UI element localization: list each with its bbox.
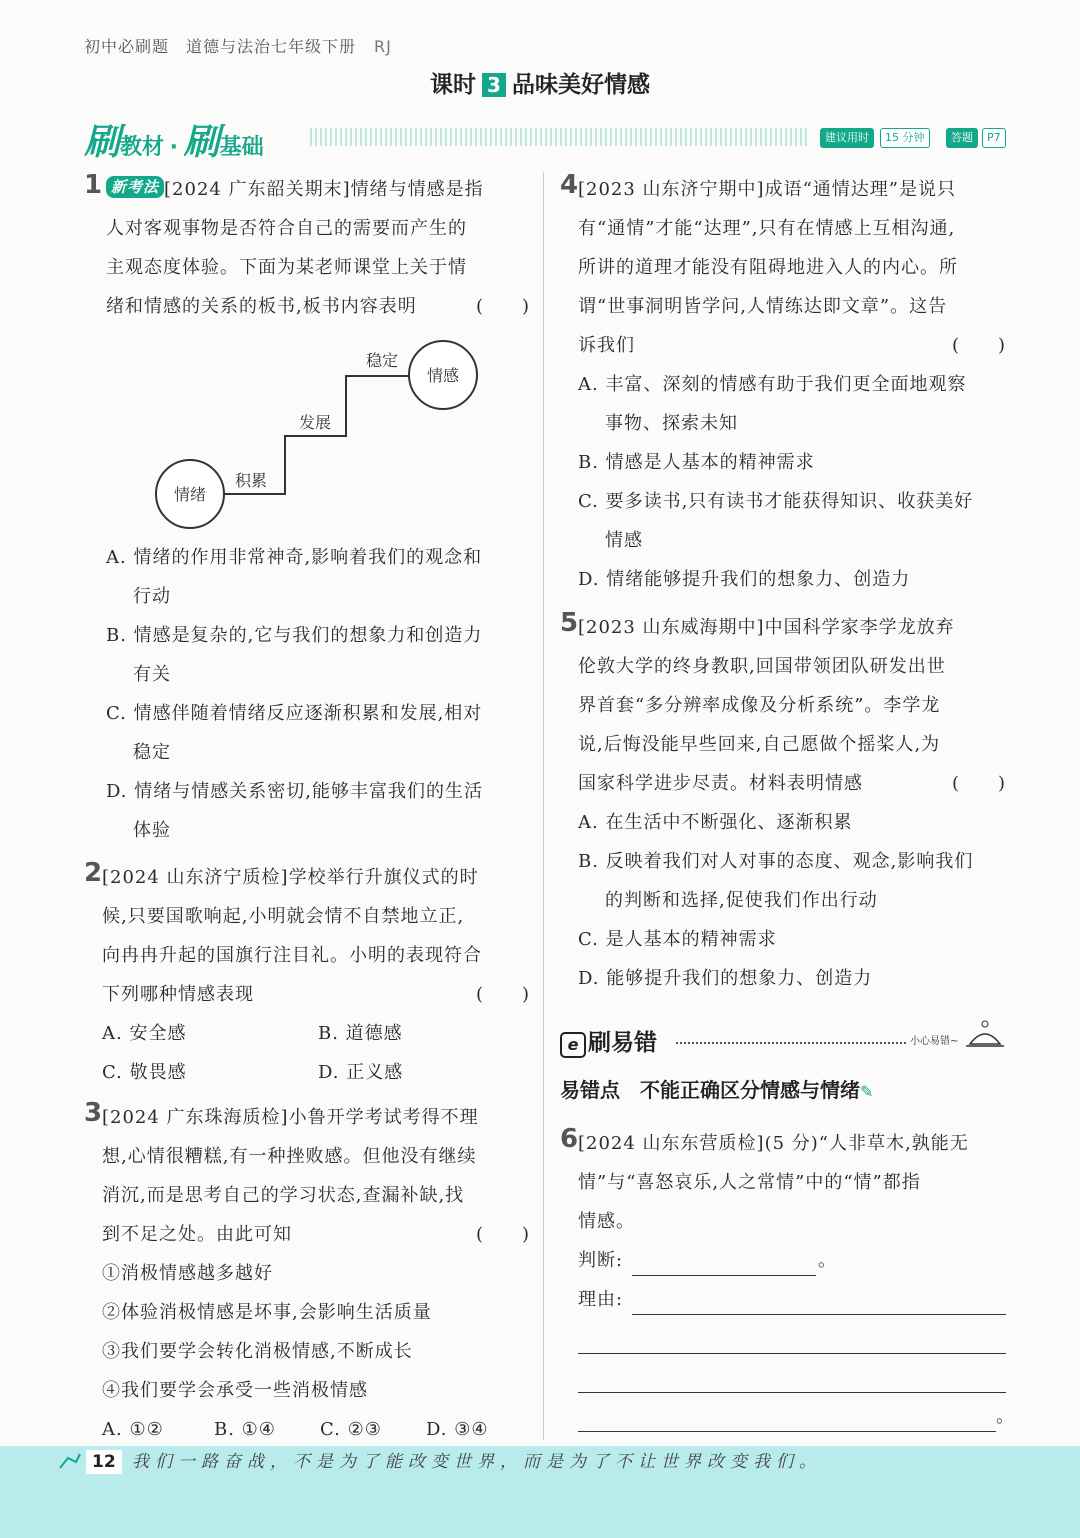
time-value-tag: 15 分钟	[880, 128, 930, 148]
runner-icon	[56, 1450, 82, 1472]
answer-line[interactable]	[578, 1368, 1006, 1393]
lesson-title: 课时 3 品味美好情感	[430, 72, 650, 98]
edition-label: RJ	[374, 37, 392, 56]
option-c: C. ②③	[320, 1419, 382, 1440]
statement-4: ④我们要学会承受一些消极情感	[102, 1380, 368, 1401]
option-d: D. 情绪与情感关系密切,能够丰富我们的生活	[106, 781, 483, 802]
answer-page-tag: P7	[982, 128, 1006, 148]
statement-2: ②体验消极情感是坏事,会影响生活质量	[102, 1302, 432, 1323]
diagram-step-accumulate: 积累	[234, 471, 268, 490]
answer-paren: ( )	[475, 1224, 530, 1245]
emotion-feeling-diagram	[150, 336, 490, 536]
question-2: [2024 山东济宁质检]学校举行升旗仪式的时 候,只要国歌响起,小明就会情不自禁地立正, 向冉冉升起的国旗行注目礼。小明的表现符合 下列哪种情感表现 ( ) A. 安全感 B. 道德感 C. 敬畏感 D. 正义感	[102, 858, 530, 1092]
reason-label: 理由:	[578, 1289, 624, 1310]
section-2-dotted-line	[676, 1042, 906, 1044]
option-b: B. 情感是人基本的精神需求	[578, 452, 815, 473]
diagram-start: 情绪	[173, 485, 207, 504]
column-divider	[543, 172, 544, 1440]
q2-number: 2	[84, 858, 103, 888]
answer-label-tag: 答题	[946, 128, 978, 148]
section-2-icon: e	[560, 1032, 586, 1058]
q5-number: 5	[560, 608, 579, 638]
question-6: [2024 山东东营质检](5 分)“人非草木,孰能无 情”与“喜怒哀乐,人之常情”中的“情”都指 情感。 判断: 。 理由: 。	[578, 1124, 1006, 1436]
q4-number: 4	[560, 170, 579, 200]
option-c: C. 是人基本的精神需求	[578, 929, 777, 950]
book-title: 初中必刷题 道德与法治七年级下册 RJ	[84, 37, 392, 56]
error-point-heading: 易错点 不能正确区分情感与情绪✎	[560, 1078, 874, 1102]
diagram-end: 情感	[426, 366, 460, 385]
answer-line[interactable]	[578, 1407, 996, 1432]
judge-blank[interactable]	[632, 1251, 816, 1276]
q1-number: 1	[84, 170, 103, 200]
mascot-icon	[964, 1016, 1006, 1050]
answer-paren: ( )	[951, 335, 1006, 356]
answer-paren: ( )	[475, 296, 530, 317]
section-2-aside: 小心易错~	[910, 1036, 959, 1047]
option-a: A. 情绪的作用非常神奇,影响着我们的观念和	[106, 547, 483, 568]
page-number: 12	[86, 1450, 122, 1474]
diagram-step-develop: 发展	[298, 413, 332, 432]
footer-motto: 我们一路奋战，不是为了能改变世界，而是为了不让世界改变我们。	[132, 1452, 822, 1472]
option-a: A. ①②	[102, 1419, 164, 1440]
answer-paren: ( )	[475, 984, 530, 1005]
section-banner: 刷教材 · 刷基础	[84, 122, 264, 163]
option-c: C. 要多读书,只有读书才能获得知识、收获美好	[578, 491, 974, 512]
answer-line[interactable]	[578, 1329, 1006, 1354]
option-b: B. 反映着我们对人对事的态度、观念,影响我们	[578, 851, 974, 872]
judge-label: 判断:	[578, 1250, 624, 1271]
lesson-number: 3	[482, 73, 506, 97]
question-3: [2024 广东珠海质检]小鲁开学考试考得不理 想,心情很糟糕,有一种挫败感。但他没有继续 消沉,而是思考自己的学习状态,查漏补缺,找 到不足之处。由此可知 ( ) ①消极情感越多越好 ②体验消极情感是坏事,会影响生活质量 ③我们要学会转化消极情感,不断成长 ④我们要学会承受一些消极情感 A. ①② B. ①④ C. ②③ D. ③④	[102, 1098, 530, 1449]
answer-paren: ( )	[951, 773, 1006, 794]
question-4: [2023 山东济宁期中]成语“通情达理”是说只 有“通情”才能“达理”,只有在情感上互相沟通, 所讲的道理才能没有阻碍地进入人的内心。所 谓“世事洞明皆学问,人情练达即文章”。这告 诉我们 ( ) A. 丰富、深刻的情感有助于我们更全面地观察 事物、探索未知 B. 情感是人基本的精神需求 C. 要多读书,只有读书才能获得知识、收获美好 情感 D. 情绪能够提升我们的想象力、创造力	[578, 170, 1006, 599]
diagram-step-stable: 稳定	[365, 351, 399, 370]
option-a: A. 在生活中不断强化、逐渐积累	[578, 812, 853, 833]
q6-number: 6	[560, 1124, 579, 1154]
question-1: 新考法 [2024 广东韶关期末]情绪与情感是指 人对客观事物是否符合自己的需要而产生的 主观态度体验。下面为某老师课堂上关于情 绪和情感的关系的板书,板书内容表明 ( )	[106, 170, 530, 326]
time-label-tag: 建议用时	[820, 128, 874, 148]
option-d: D. ③④	[426, 1419, 489, 1440]
reason-blank[interactable]	[632, 1290, 1006, 1315]
section-2-heading: e 刷易错	[560, 1024, 657, 1058]
option-a: A. 安全感	[102, 1023, 187, 1044]
q3-number: 3	[84, 1098, 103, 1128]
option-b: B. 情感是复杂的,它与我们的想象力和创造力	[106, 625, 483, 646]
option-c: C. 情感伴随着情绪反应逐渐积累和发展,相对	[106, 703, 483, 724]
option-b: B. ①④	[214, 1419, 276, 1440]
option-d: D. 情绪能够提升我们的想象力、创造力	[578, 569, 911, 590]
pen-icon: ✎	[860, 1082, 874, 1101]
new-method-badge: 新考法	[106, 176, 164, 198]
q1-options: A. 情绪的作用非常神奇,影响着我们的观念和 行动 B. 情感是复杂的,它与我们的想象力和创造力 有关 C. 情感伴随着情绪反应逐渐积累和发展,相对 稳定 D. 情绪与情感关系密切,能够丰富我们的生活 体验	[106, 538, 530, 850]
statement-3: ③我们要学会转化消极情感,不断成长	[102, 1341, 413, 1362]
question-5: [2023 山东威海期中]中国科学家李学龙放弃 伦敦大学的终身教职,回国带领团队研发出世 界首套“多分辨率成像及分析系统”。李学龙 说,后悔没能早些回来,自己愿做个摇桨人,为 国家科学进步尽责。材料表明情感 ( ) A. 在生活中不断强化、逐渐积累 B. 反映着我们对人对事的态度、观念,影响我们 的判断和选择,促使我们作出行动 C. 是人基本的精神需求 D. 能够提升我们的想象力、创造力	[578, 608, 1006, 998]
statement-1: ①消极情感越多越好	[102, 1263, 273, 1284]
option-d: D. 能够提升我们的想象力、创造力	[578, 968, 873, 989]
option-c: C. 敬畏感	[102, 1062, 187, 1083]
option-d: D. 正义感	[318, 1062, 404, 1083]
option-a: A. 丰富、深刻的情感有助于我们更全面地观察	[578, 374, 967, 395]
option-b: B. 道德感	[318, 1023, 403, 1044]
banner-stripes	[310, 128, 810, 146]
